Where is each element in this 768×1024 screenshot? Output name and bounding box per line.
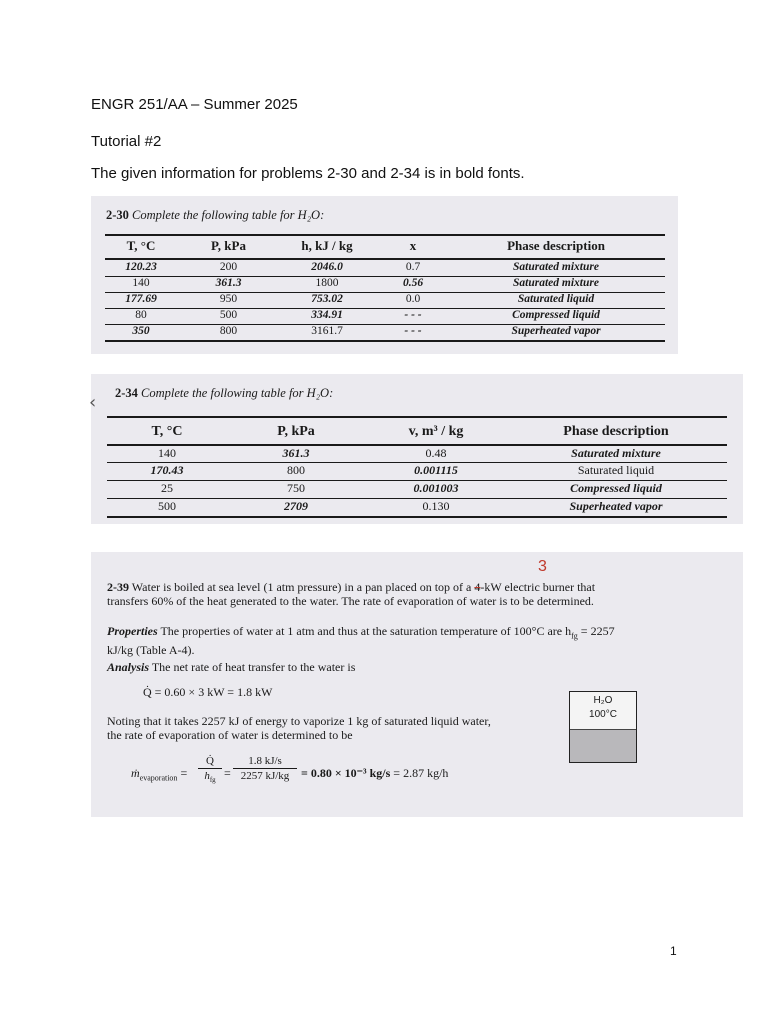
cell-enthalpy: 2046.0 — [311, 261, 343, 273]
col-header-volume: v, m³ / kg — [408, 424, 464, 439]
problem-prompt: Complete the following table for — [141, 386, 304, 400]
fraction-numeric-denominator: 2257 kJ/kg — [240, 770, 290, 782]
analysis-paragraph — [107, 660, 707, 674]
noting-paragraph — [107, 714, 567, 742]
cell-temperature: 25 — [161, 481, 173, 495]
cell-volume: 0.001003 — [413, 481, 459, 495]
result-tail: = 2.87 kg/h — [393, 766, 449, 780]
struck-value: 4 — [474, 580, 481, 594]
cell-phase: Saturated mixture — [513, 261, 599, 273]
col-header-phase: Phase description — [507, 238, 605, 253]
problem-number: 2-34 — [115, 386, 138, 400]
analysis-text: The net rate of heat transfer to the water is — [151, 660, 356, 674]
problem-number: 2-30 — [106, 208, 129, 222]
instructions-note: The given information for problems 2-30 and 2-34 is in bold fonts. — [91, 165, 525, 182]
cell-pressure: 500 — [219, 309, 238, 321]
cell-quality: 0.56 — [402, 277, 424, 289]
cell-phase: Superheated vapor — [569, 499, 663, 513]
enthalpy-subscript: fg — [209, 776, 216, 785]
statement-part-b: -kW electric burner that — [480, 580, 596, 594]
col-header-enthalpy: h, kJ / kg — [301, 238, 353, 253]
mass-flow-subscript: evaporation — [139, 773, 178, 783]
cell-pressure: 200 — [219, 261, 238, 273]
properties-line2: kJ/kg (Table A-4). — [107, 643, 195, 658]
problem-number: 2-39 — [107, 580, 129, 594]
cell-temperature: 170.43 — [150, 463, 184, 477]
cell-volume: 0.130 — [422, 499, 450, 513]
cell-phase: Saturated liquid — [577, 463, 655, 477]
cell-pressure: 800 — [287, 463, 305, 477]
cell-enthalpy: 3161.7 — [311, 325, 343, 337]
tutorial-title: Tutorial #2 — [91, 133, 162, 150]
cell-temperature: 80 — [135, 309, 147, 321]
cell-quality: 0.7 — [405, 261, 421, 273]
cell-phase: Saturated mixture — [571, 446, 661, 460]
analysis-label: Analysis — [107, 660, 150, 674]
table-bottom-rule — [105, 340, 665, 342]
cell-pressure: 750 — [287, 481, 305, 495]
result-bold: = 0.80 × 10⁻³ kg/s — [301, 766, 391, 780]
noting-line2: the rate of evaporation of water is determined to be — [107, 728, 353, 742]
course-title: ENGR 251/AA – Summer 2025 — [91, 96, 298, 113]
problem-statement — [107, 580, 737, 608]
cell-pressure: 800 — [219, 325, 238, 337]
col-header-phase: Phase description — [563, 424, 669, 439]
water-level — [570, 729, 636, 762]
cell-temperature: 140 — [158, 446, 176, 460]
cell-temperature: 120.23 — [125, 261, 157, 273]
table-bottom-rule — [107, 516, 727, 518]
mass-flow-symbol: ṁ — [131, 766, 140, 780]
fraction-symbolic-numerator: Q̇ — [198, 755, 222, 769]
cell-temperature: 177.69 — [125, 293, 157, 305]
enthalpy-symbol: h — [204, 770, 210, 782]
properties-label: Properties — [107, 624, 158, 638]
problem-2-39-scan — [91, 552, 743, 817]
col-header-temperature: T, °C — [126, 238, 156, 253]
properties-value: = 2257 — [577, 624, 615, 638]
cell-phase: Compressed liquid — [570, 481, 662, 495]
problem-2-30-heading — [106, 208, 324, 223]
col-header-pressure: P, kPa — [211, 238, 246, 253]
fraction-symbolic-denominator — [198, 769, 222, 784]
cell-enthalpy: 334.91 — [311, 309, 343, 321]
col-header-quality: x — [409, 238, 417, 253]
fraction-symbolic — [198, 755, 222, 784]
cell-temperature: 350 — [132, 325, 150, 337]
problem-prompt: Complete the following table for — [132, 208, 295, 222]
cell-phase: Saturated liquid — [517, 293, 595, 305]
col-header-pressure: P, kPa — [277, 424, 315, 439]
cell-quality: - - - — [404, 325, 422, 337]
table-top-rule — [105, 234, 665, 236]
cell-temperature: 500 — [158, 499, 176, 513]
handwritten-correction: 3 — [538, 558, 547, 575]
problem-substance: H₂O: — [297, 208, 325, 222]
cell-quality: 0.0 — [405, 293, 421, 305]
cell-enthalpy: 1800 — [315, 277, 339, 289]
problem-substance: H₂O: — [306, 386, 334, 400]
figure-label-substance: H₂O — [593, 695, 613, 706]
cell-phase: Saturated mixture — [513, 277, 599, 289]
cell-quality: - - - — [404, 309, 422, 321]
noting-line1: Noting that it takes 2257 kJ of energy to vaporize 1 kg of saturated liquid water, — [107, 714, 491, 728]
problem-2-34-scan — [91, 374, 743, 524]
statement-line2: transfers 60% of the heat generated to the water. The rate of evaporation of water is to be determined. — [107, 594, 594, 608]
evaporation-lhs: ṁ$_{evaporation}$ = — [131, 766, 188, 783]
cell-pressure: 2709 — [284, 499, 308, 513]
cell-volume: 0.001115 — [414, 463, 458, 477]
cell-phase: Compressed liquid — [512, 309, 600, 321]
margin-chevron-icon: ‹ — [89, 392, 97, 413]
heat-transfer-equation: Q̇ = 0.60 × 3 kW = 1.8 kW — [143, 685, 273, 699]
cell-phase: Superheated vapor — [511, 325, 601, 337]
properties-subscript: fg — [571, 631, 578, 641]
pan-figure — [569, 691, 637, 763]
table-top-rule — [107, 416, 727, 418]
cell-pressure: 950 — [219, 293, 238, 305]
problem-2-30-scan — [91, 196, 678, 354]
col-header-temperature: T, °C — [151, 424, 183, 439]
fraction-numeric — [233, 755, 297, 782]
properties-text: The properties of water at 1 atm and thus at the saturation temperature of 100°C are h — [160, 624, 572, 638]
cell-pressure: 361.3 — [215, 277, 242, 289]
fraction-numeric-numerator: 1.8 kJ/s — [233, 755, 297, 769]
cell-pressure: 361.3 — [282, 446, 310, 460]
cell-volume: 0.48 — [425, 446, 447, 460]
cell-temperature: 140 — [132, 277, 150, 289]
evaporation-result — [301, 766, 448, 781]
equals-sign: = — [224, 766, 231, 780]
properties-paragraph — [107, 624, 727, 657]
page-number: 1 — [670, 944, 677, 958]
cell-enthalpy: 753.02 — [311, 293, 343, 305]
problem-2-34-heading — [115, 386, 333, 401]
table-header-rule — [105, 258, 665, 260]
statement-part-a: Water is boiled at sea level (1 atm pressure) in a pan placed on top of a — [131, 580, 472, 594]
figure-label-temperature: 100°C — [589, 709, 617, 720]
